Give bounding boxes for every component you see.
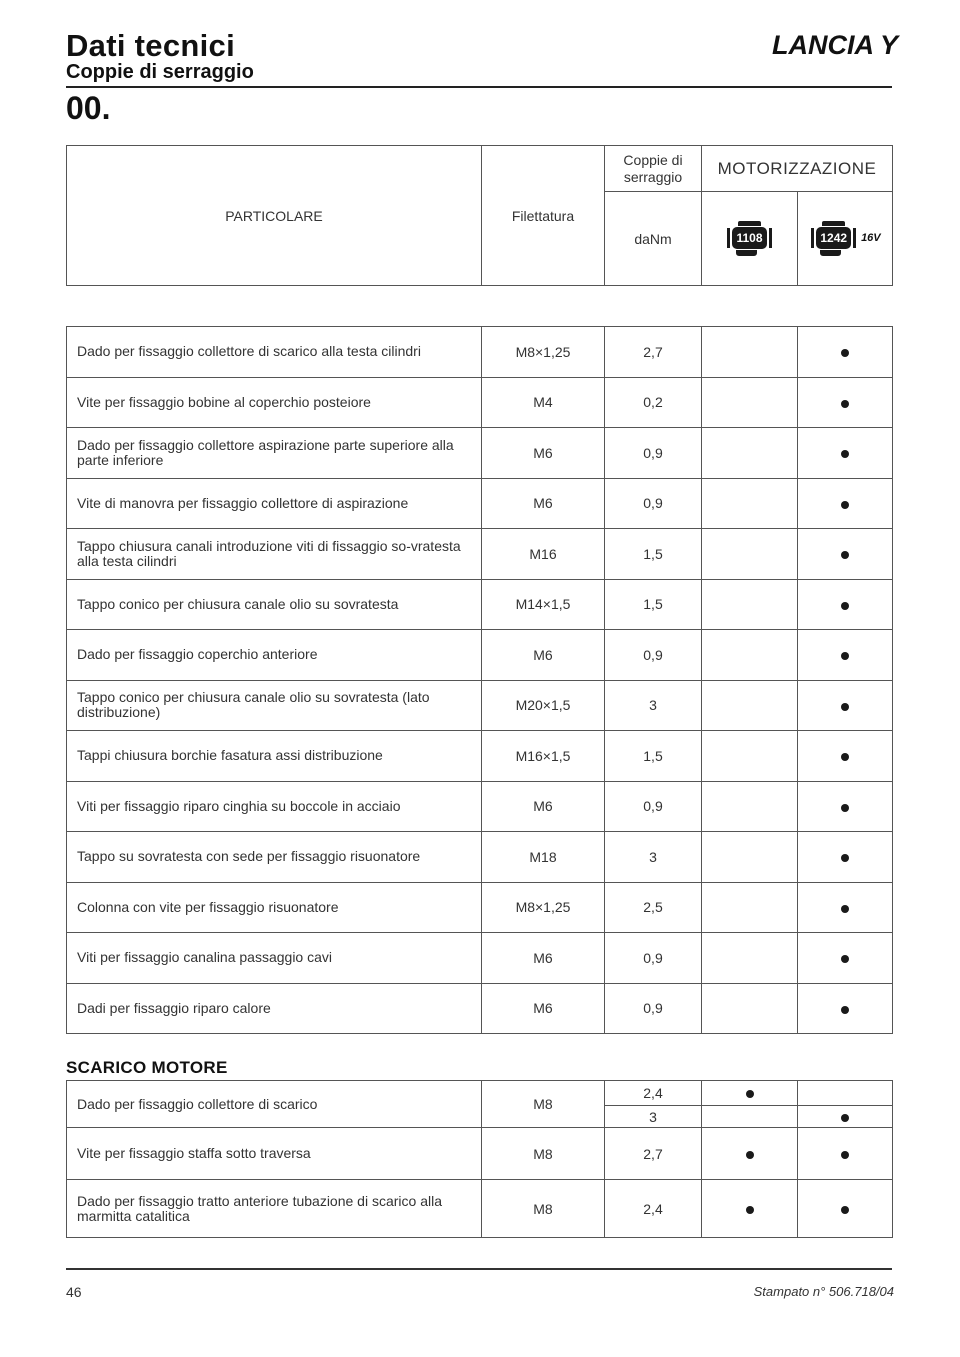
- table-row: [67, 630, 893, 681]
- table-cell-thread: M6: [482, 781, 605, 832]
- table-cell-engine-1242: [798, 428, 893, 479]
- applicable-dot: [841, 905, 849, 913]
- table-cell-engine-1108: [702, 731, 798, 782]
- table-cell-torque: 3: [605, 832, 702, 883]
- table-cell-thread: M8×1,25: [482, 327, 605, 378]
- applicable-dot: [841, 854, 849, 862]
- engine-1242-suffix: 16V: [861, 231, 881, 244]
- table-cell-engine-1242: [798, 933, 893, 984]
- table-row: [67, 983, 893, 1034]
- table-row: [67, 579, 893, 630]
- table-cell-engine-1108: [702, 529, 798, 580]
- table-cell-thread: M14×1,5: [482, 579, 605, 630]
- table-cell-engine-1242: [798, 1106, 893, 1128]
- table-cell-desc: Tappo conico per chiusura canale olio su sovratesta (lato distribuzione): [67, 680, 482, 731]
- table-row: [67, 428, 893, 479]
- applicable-dot: [841, 1114, 849, 1122]
- table-cell-desc: Tappo chiusura canali introduzione viti di fissaggio so-vratesta alla testa cilindri: [67, 529, 482, 580]
- table-cell-desc: Viti per fissaggio canalina passaggio cavi: [67, 933, 482, 984]
- table-cell-engine-1242: [798, 680, 893, 731]
- engine-bar: [727, 228, 730, 248]
- table-cell-thread: M6: [482, 933, 605, 984]
- table-row: [67, 731, 893, 782]
- table-cell-engine-1108: [702, 832, 798, 883]
- table-cell-engine-1242: [798, 1128, 893, 1180]
- applicable-dot: [841, 501, 849, 509]
- table-cell-torque: 2,7: [605, 1128, 702, 1180]
- table-cell-thread: M16: [482, 529, 605, 580]
- table-cell-engine-1108: [702, 1180, 798, 1238]
- table-row: [67, 529, 893, 580]
- table-cell-thread: M6: [482, 478, 605, 529]
- page-number: 46: [66, 1284, 82, 1300]
- applicable-dot: [746, 1090, 754, 1098]
- header-rule: [66, 86, 892, 88]
- table-cell-thread: M18: [482, 832, 605, 883]
- table-cell-desc: Dadi per fissaggio riparo calore: [67, 983, 482, 1034]
- table-row: [67, 882, 893, 933]
- table-cell-thread: M8: [482, 1128, 605, 1180]
- table-cell-desc: Viti per fissaggio riparo cinghia su boccole in acciaio: [67, 781, 482, 832]
- table-cell-engine-1108: [702, 781, 798, 832]
- applicable-dot: [841, 349, 849, 357]
- table-cell-torque: 2,7: [605, 327, 702, 378]
- table-cell-torque: 0,9: [605, 781, 702, 832]
- engine-bar: [769, 228, 772, 248]
- col-unit: daNm: [605, 192, 702, 286]
- table-cell-torque: 2,4: [605, 1081, 702, 1106]
- table-cell-engine-1242: [798, 529, 893, 580]
- table-cell-desc: Tappo su sovratesta con sede per fissaggio risuonatore: [67, 832, 482, 883]
- table-cell-thread: M6: [482, 983, 605, 1034]
- table-cell-engine-1108: [702, 933, 798, 984]
- table-cell-desc: Vite per fissaggio staffa sotto traversa: [67, 1128, 482, 1180]
- table-cell-thread: M6: [482, 428, 605, 479]
- table-cell-desc: Vite per fissaggio bobine al coperchio posteiore: [67, 377, 482, 428]
- table-row: [67, 377, 893, 428]
- engine-1242-label: 1242: [816, 227, 851, 249]
- applicable-dot: [841, 753, 849, 761]
- col-motorizzazione: MOTORIZZAZIONE: [702, 146, 893, 192]
- table-row: [67, 781, 893, 832]
- applicable-dot: [746, 1151, 754, 1159]
- scarico-table: [66, 1080, 893, 1238]
- table-cell-torque: 0,9: [605, 478, 702, 529]
- applicable-dot: [841, 400, 849, 408]
- table-cell-engine-1108: [702, 377, 798, 428]
- table-cell-thread: M20×1,5: [482, 680, 605, 731]
- table-cell-engine-1242: [798, 781, 893, 832]
- table-cell-engine-1242: [798, 882, 893, 933]
- applicable-dot: [841, 602, 849, 610]
- applicable-dot: [841, 804, 849, 812]
- page-title: Dati tecnici: [66, 28, 235, 63]
- col-coppie: Coppie di serraggio: [605, 146, 702, 192]
- table-row: [67, 832, 893, 883]
- col-filettatura: Filettatura: [482, 146, 605, 286]
- table-cell-torque: 0,9: [605, 933, 702, 984]
- table-cell-desc: Dado per fissaggio coperchio anteriore: [67, 630, 482, 681]
- applicable-dot: [841, 450, 849, 458]
- table-cell-torque: 3: [605, 1106, 702, 1128]
- table-row: [67, 327, 893, 378]
- table-cell-thread: M8: [482, 1081, 605, 1128]
- table-cell-torque: 0,9: [605, 983, 702, 1034]
- table-cell-engine-1242: [798, 377, 893, 428]
- engine-bar: [811, 228, 814, 248]
- table-cell-torque: 0,2: [605, 377, 702, 428]
- header-table: [66, 145, 893, 286]
- table-cell-engine-1242: [798, 1081, 893, 1106]
- table-cell-torque: 1,5: [605, 731, 702, 782]
- engine-1108-label: 1108: [732, 227, 766, 249]
- table-cell-engine-1108: [702, 882, 798, 933]
- table-cell-engine-1242: [798, 731, 893, 782]
- applicable-dot: [841, 1006, 849, 1014]
- table-cell-engine-1108: [702, 428, 798, 479]
- table-cell-torque: 1,5: [605, 529, 702, 580]
- applicable-dot: [841, 1151, 849, 1159]
- table-cell-thread: M8×1,25: [482, 882, 605, 933]
- table-cell-engine-1108: [702, 680, 798, 731]
- table-cell-engine-1108: [702, 1128, 798, 1180]
- table-cell-engine-1108: [702, 1081, 798, 1106]
- table-cell-desc: Vite di manovra per fissaggio collettore di aspirazione: [67, 478, 482, 529]
- section-title-scarico: SCARICO MOTORE: [66, 1058, 228, 1077]
- table-cell-thread: M8: [482, 1180, 605, 1238]
- engine-1108-cell: [702, 192, 798, 286]
- table-row: [67, 478, 893, 529]
- table-cell-torque: 2,4: [605, 1180, 702, 1238]
- table-cell-torque: 3: [605, 680, 702, 731]
- table-cell-torque: 2,5: [605, 882, 702, 933]
- table-cell-engine-1108: [702, 983, 798, 1034]
- engine-1242-icon: [809, 227, 880, 249]
- applicable-dot: [746, 1206, 754, 1214]
- section-code: 00.: [66, 90, 111, 126]
- table-cell-thread: M4: [482, 377, 605, 428]
- applicable-dot: [841, 652, 849, 660]
- torque-table: [66, 326, 893, 1034]
- table-cell-desc: Colonna con vite per fissaggio risuonatore: [67, 882, 482, 933]
- table-cell-desc: Tappi chiusura borchie fasatura assi distribuzione: [67, 731, 482, 782]
- table-cell-engine-1242: [798, 630, 893, 681]
- table-cell-engine-1108: [702, 579, 798, 630]
- table-cell-desc: Dado per fissaggio collettore di scarico alla testa cilindri: [67, 327, 482, 378]
- table-cell-engine-1108: [702, 478, 798, 529]
- table-cell-desc: Tappo conico per chiusura canale olio su sovratesta: [67, 579, 482, 630]
- col-particolare: PARTICOLARE: [67, 146, 482, 286]
- table-cell-desc: Dado per fissaggio collettore di scarico: [67, 1081, 482, 1128]
- table-cell-torque: 0,9: [605, 630, 702, 681]
- engine-bar: [853, 228, 856, 248]
- table-cell-engine-1242: [798, 327, 893, 378]
- table-cell-thread: M16×1,5: [482, 731, 605, 782]
- table-cell-torque: 1,5: [605, 579, 702, 630]
- table-cell-engine-1242: [798, 832, 893, 883]
- table-cell-torque: 0,9: [605, 428, 702, 479]
- page-subtitle: Coppie di serraggio: [66, 61, 254, 83]
- brand-label: LANCIA Y: [771, 30, 898, 60]
- print-reference: Stampato n° 506.718/04: [753, 1284, 894, 1299]
- table-cell-desc: Dado per fissaggio collettore aspirazione parte superiore alla parte inferiore: [67, 428, 482, 479]
- table-cell-engine-1242: [798, 478, 893, 529]
- table-row: [67, 680, 893, 731]
- table-cell-engine-1108: [702, 1106, 798, 1128]
- applicable-dot: [841, 703, 849, 711]
- table-cell-thread: M6: [482, 630, 605, 681]
- applicable-dot: [841, 1206, 849, 1214]
- footer-rule: [66, 1268, 892, 1270]
- engine-1108-icon: [725, 227, 773, 249]
- applicable-dot: [841, 955, 849, 963]
- table-row: [67, 933, 893, 984]
- table-cell-engine-1242: [798, 1180, 893, 1238]
- applicable-dot: [841, 551, 849, 559]
- table-cell-engine-1242: [798, 579, 893, 630]
- table-cell-engine-1242: [798, 983, 893, 1034]
- table-cell-desc: Dado per fissaggio tratto anteriore tubazione di scarico alla marmitta catalitica: [67, 1180, 482, 1238]
- table-cell-engine-1108: [702, 630, 798, 681]
- table-cell-engine-1108: [702, 327, 798, 378]
- engine-1242-cell: [798, 192, 893, 286]
